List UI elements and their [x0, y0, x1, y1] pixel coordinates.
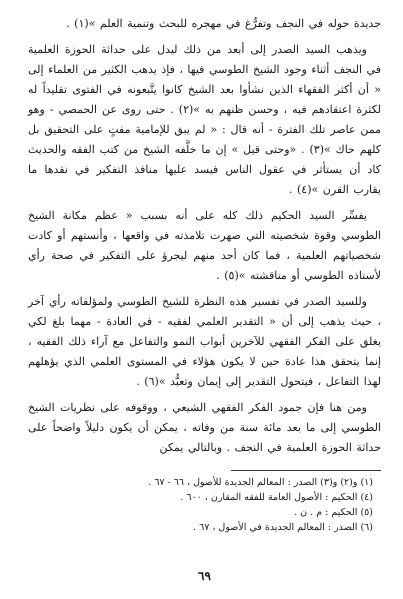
document-page — [28, 14, 381, 589]
body-paragraph: ويذهب السيد الصدر إلى أبعد من ذلك ليدل على حداثة الحوزة العلمية في النجف أثناء وجود الشيخ الطوسي فيها ، فإذ يذهب الكثير من العلماء إلى « أن أكثر الفقهاء الذين نشأوا بعد الشيخ كانوا يتَّبعونه في الفتوى تقليداً له لكثرة اعتقادهم فيه ، وحسن ظنهم به »(٢) . حتى روى عن الحمصي - وهو ممن عاصر تلك الفترة - أنه قال : « لم يبق للإمامية مفتٍ على التحقيق بل كلهم حاك »(٣) . «وحتى قيل » إن ما خلَّفه الشيخ من كتب الفقه والحديث كاد أن يستأثر في عقول الناس فيسد عليها منافذ التفكير في نقدها ما يقارب القرن »(٤) . — [28, 43, 381, 196]
footnote-item: (٥) الحكيم : م . ن . — [294, 507, 373, 518]
footnote-item: (٤) الحكيم : الأصول العامة للفقه المقارن ، ٦٠٠ . — [180, 492, 373, 503]
body-paragraph: جديدة حوله في النجف وتفرُّغ في مهجره للبحث وتنمية العلم »(١) . — [66, 17, 381, 30]
footnote-item: (١) و(٢) و(٣) الصدر : المعالم الجديدة للأصول ، ٦٦ - ٦٧ . — [148, 477, 373, 488]
body-paragraph: وللسيد الصدر في تفسير هذه النظرة للشيخ الطوسي ولمؤلفاته رأي آخر ، حيث يذهب إلى أن « التقدير العلمي لفقيه - في العادة - مهما بلغ لكي يغلق على الفكر الفقهي للآخرين أبواب النمو والتفاعل مع آراء ذلك الفقيه ، إنما يتحقق هذا عادة حين لا يكون هؤلاء في المستوى العلمي الذي يؤهلهم لهذا التفاعل ، فيتحول التقدير إلى إيمان وتعبُّد »(٦) . — [28, 295, 381, 388]
body-paragraph: ومن هنا فإن جمود الفكر الفقهي الشيعي ، ووقوفه على نظريات الشيخ الطوسي إلى ما بعد مائة سنة من وفاته ، يمكن أن يكون دليلاً واضحاً على حداثة الحوزة العلمية في النجف . وبالتالي يمكن — [28, 401, 381, 454]
page-number: ٦٩ — [198, 569, 211, 583]
footnote-item: (٦) الصدر : المعالم الجديدة في الأصول ، ٦٧ . — [193, 522, 373, 533]
footnote-separator — [231, 470, 381, 471]
footnotes-list — [28, 475, 381, 535]
body-paragraph: يفسِّر السيد الحكيم ذلك كله على أنه بسبب « عظم مكانة الشيخ الطوسي وقوة شخصيته التي صهرت تلامذته في واقعها ، وأنستهم أو كادت شخصياتهم العلمية ، فما كان أحد منهم ليجرؤ على التفكير في صحة رأي لأستاذه الطوسي أو مناقشته »(٥) . — [28, 209, 381, 282]
